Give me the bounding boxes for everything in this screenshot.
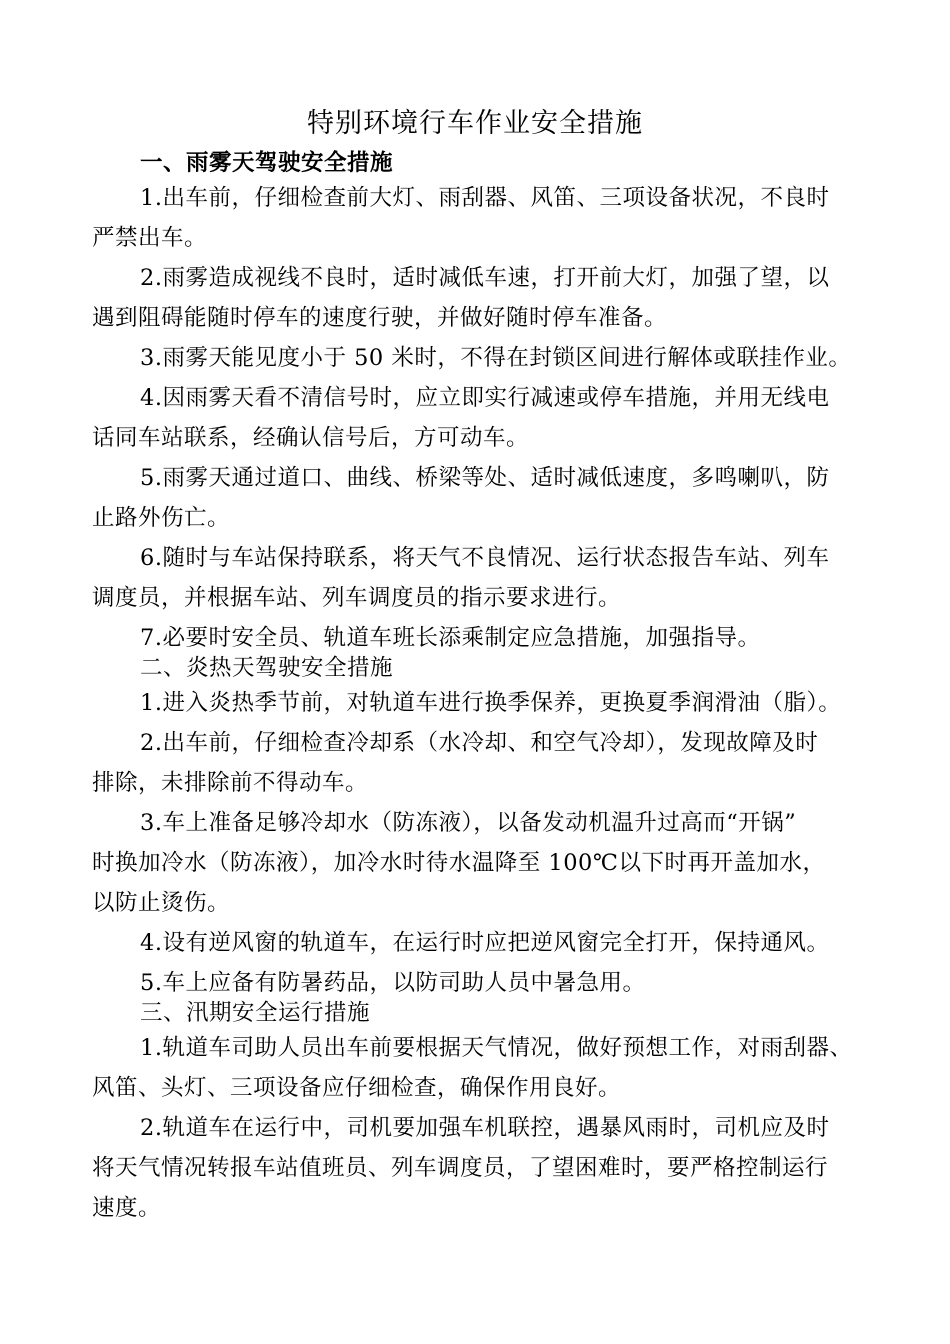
section1-item4-line2: 话同车站联系，经确认信号后，方可动车。 bbox=[92, 425, 530, 451]
section1-item5-line2: 止路外伤亡。 bbox=[92, 505, 231, 531]
section2-item1-line1: 1.进入炎热季节前，对轨道车进行换季保养，更换夏季润滑油（脂）。 bbox=[140, 690, 842, 716]
section-heading-rain-fog: 一、雨雾天驾驶安全措施 bbox=[140, 150, 394, 176]
section1-item4-line1: 4.因雨雾天看不清信号时，应立即实行减速或停车措施，并用无线电 bbox=[140, 385, 830, 411]
section-heading-flood-season: 三、汛期安全运行措施 bbox=[140, 1000, 371, 1026]
section2-item2-line1: 2.出车前，仔细检查冷却系（水冷却、和空气冷却），发现故障及时 bbox=[140, 730, 819, 756]
section2-item3-line2: 时换加冷水（防冻液），加冷水时待水温降至 100℃以下时再开盖加水， bbox=[92, 850, 826, 876]
section2-item3-line3: 以防止烫伤。 bbox=[92, 890, 231, 916]
section3-item2-line2: 将天气情况转报车站值班员、列车调度员，了望困难时，要严格控制运行 bbox=[92, 1155, 829, 1181]
section2-item3-line1: 3.车上准备足够冷却水（防冻液），以备发动机温升过高而“开锅” bbox=[140, 810, 797, 836]
section1-item2-line1: 2.雨雾造成视线不良时，适时减低车速，打开前大灯，加强了望，以 bbox=[140, 265, 830, 291]
section3-item2-line1: 2.轨道车在运行中，司机要加强车机联控，遇暴风雨时，司机应及时 bbox=[140, 1115, 830, 1141]
section-heading-hot-weather: 二、炎热天驾驶安全措施 bbox=[140, 655, 394, 681]
section3-item1-line2: 风笛、头灯、三项设备应仔细检查，确保作用良好。 bbox=[92, 1075, 622, 1101]
section2-item5-line1: 5.车上应备有防暑药品，以防司助人员中暑急用。 bbox=[140, 970, 646, 996]
section2-item2-line2: 排除，未排除前不得动车。 bbox=[92, 770, 369, 796]
section3-item1-line1: 1.轨道车司助人员出车前要根据天气情况，做好预想工作，对雨刮器、 bbox=[140, 1035, 853, 1061]
section1-item6-line1: 6.随时与车站保持联系，将天气不良情况、运行状态报告车站、列车 bbox=[140, 545, 830, 571]
section2-item4-line1: 4.设有逆风窗的轨道车，在运行时应把逆风窗完全打开，保持通风。 bbox=[140, 930, 830, 956]
document-title: 特别环境行车作业安全措施 bbox=[307, 108, 643, 139]
section1-item2-line2: 遇到阻碍能随时停车的速度行驶，并做好随时停车准备。 bbox=[92, 305, 668, 331]
section1-item1-line2: 严禁出车。 bbox=[92, 225, 208, 251]
section1-item1-line1: 1.出车前，仔细检查前大灯、雨刮器、风笛、三项设备状况，不良时 bbox=[140, 185, 830, 211]
section1-item5-line1: 5.雨雾天通过道口、曲线、桥梁等处、适时减低速度，多鸣喇叭，防 bbox=[140, 465, 830, 491]
section1-item7-line1: 7.必要时安全员、轨道车班长添乘制定应急措施，加强指导。 bbox=[140, 625, 761, 651]
section1-item3-line1: 3.雨雾天能见度小于 50 米时，不得在封锁区间进行解体或联挂作业。 bbox=[140, 345, 852, 371]
section1-item6-line2: 调度员，并根据车站、列车调度员的指示要求进行。 bbox=[92, 585, 622, 611]
section3-item2-line3: 速度。 bbox=[92, 1195, 162, 1221]
